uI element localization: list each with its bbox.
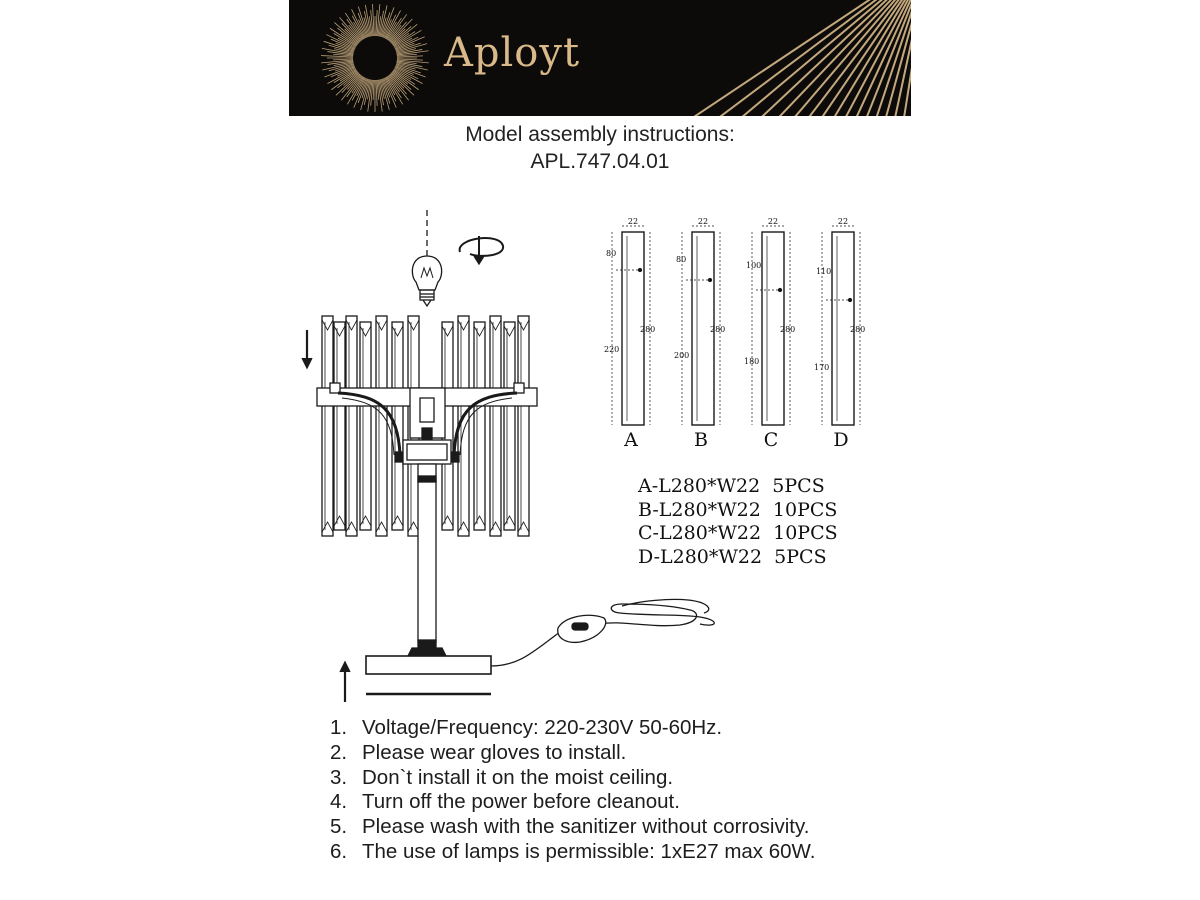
model-number: APL.747.04.01	[530, 150, 670, 173]
cord-switch-icon	[558, 615, 606, 642]
crystal-letter-label: B	[694, 429, 708, 451]
crystal-length-label: 280	[710, 325, 726, 334]
crystal-length-label: 280	[640, 325, 656, 334]
up-arrow-icon	[340, 662, 350, 702]
ring-clip	[514, 383, 524, 393]
crystal-prism	[334, 322, 345, 530]
crystal-dimension-B	[674, 217, 725, 451]
crystal-dimension-C	[744, 217, 795, 451]
crystal-width-label: 22	[697, 217, 709, 226]
crystal-lower-label: 200	[674, 351, 690, 360]
bulb-icon	[412, 256, 441, 306]
note-item: 5. Please wash with the sanitizer without corrosivity.	[330, 815, 810, 839]
crystal-prism	[474, 322, 485, 530]
crystal-prism	[322, 316, 333, 536]
crystal-letter-label: C	[763, 429, 779, 451]
crystal-letter-label: A	[624, 429, 638, 451]
crystal-letter-label: D	[833, 429, 849, 451]
crystal-lower-label: 220	[604, 345, 620, 354]
parts-list-item: A-L280*W22 5PCS	[638, 475, 825, 497]
power-cord	[491, 599, 714, 666]
parts-list	[638, 475, 838, 569]
lamp-base	[366, 656, 491, 674]
note-item: 6. The use of lamps is permissible: 1xE27 max 60W.	[330, 839, 816, 863]
crystal-prism	[376, 316, 387, 536]
crystal-upper-label: 80	[676, 255, 687, 264]
crystal-upper-label: 100	[746, 261, 762, 270]
crystal-prism	[518, 316, 529, 536]
crystal-width-label: 22	[627, 217, 639, 226]
crystal-prism	[360, 322, 371, 530]
parts-list-item: D-L280*W22 5PCS	[638, 545, 827, 568]
note-item: 4. Turn off the power before cleanout.	[330, 790, 680, 814]
brand-name: Aployt	[444, 30, 581, 76]
crystal-lower-label: 170	[814, 363, 830, 372]
crystal-lower-label: 180	[744, 357, 760, 366]
crystal-width-label: 22	[837, 217, 849, 226]
instruction-notes	[330, 716, 815, 865]
crystal-width-label: 22	[767, 217, 779, 226]
page-title: Model assembly instructions:	[465, 123, 735, 146]
crystal-upper-label: 110	[816, 267, 832, 276]
crystal-dimension-D	[814, 217, 865, 451]
ring-clip	[330, 383, 340, 393]
crystal-prism	[490, 316, 501, 536]
crystal-dimension-A	[604, 217, 655, 451]
crystal-prism	[504, 322, 515, 530]
crystal-length-label: 280	[780, 325, 796, 334]
crystal-dimension-drawings	[604, 217, 865, 451]
rotate-arrow-icon	[460, 236, 504, 264]
crystal-upper-label: 80	[606, 249, 617, 258]
lamp-socket	[403, 388, 451, 464]
down-arrow-icon	[302, 330, 312, 368]
parts-list-item: B-L280*W22 10PCS	[638, 498, 838, 521]
crystal-length-label: 280	[850, 325, 866, 334]
parts-list-item: C-L280*W22 10PCS	[638, 522, 838, 544]
crystal-prism	[346, 316, 357, 536]
note-item: 3. Don`t install it on the moist ceiling.	[330, 765, 674, 789]
note-item: 1. Voltage/Frequency: 220-230V 50-60Hz.	[330, 716, 723, 739]
note-item: 2. Please wear gloves to install.	[330, 740, 627, 764]
